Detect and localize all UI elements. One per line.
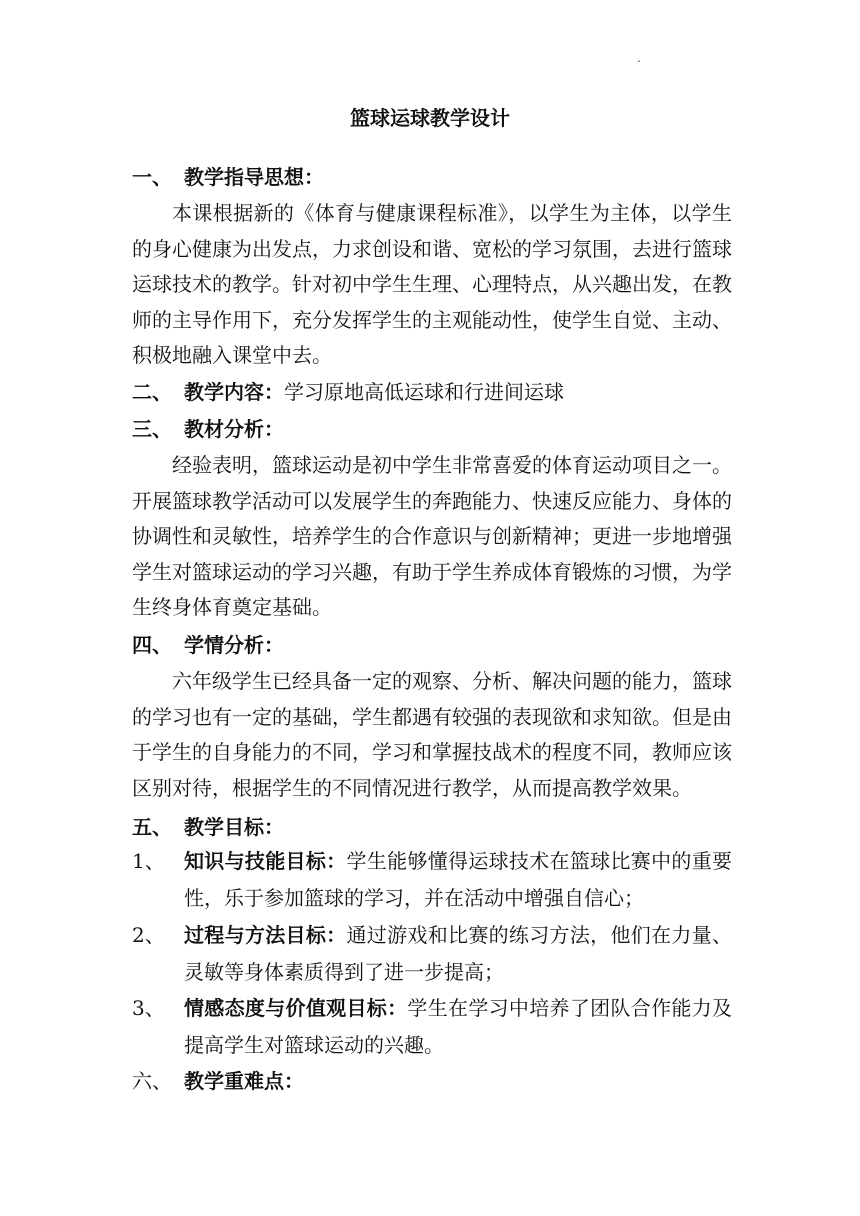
section-heading <box>132 811 732 843</box>
section-heading <box>132 629 732 661</box>
section-number: 四、 <box>132 633 172 657</box>
document-title: 篮球运球教学设计 <box>350 106 510 130</box>
section-number: 三、 <box>132 417 172 441</box>
objective-number: 3、 <box>132 996 165 1020</box>
section-title: 教学重难点： <box>184 1069 304 1093</box>
section-title: 教学指导思想： <box>184 165 324 189</box>
objective-label: 过程与方法目标： <box>184 923 347 947</box>
section-inline-text: 学习原地高低运球和行进间运球 <box>284 380 564 404</box>
section-paragraph: 六年级学生已经具备一定的观察、分析、解决问题的能力，篮球的学习也有一定的基础，学生都遇有较强的表现欲和求知欲。但是由于学生的自身能力的不同，学习和掌握技战术的程度不同，教师应该区别对待，根据学生的不同情况进行教学，从而提高教学效果。 <box>132 669 732 800</box>
section-material-analysis <box>132 413 732 626</box>
objective-item <box>132 917 732 991</box>
section-teaching-objectives <box>132 811 732 843</box>
section-paragraph: 经验表明，篮球运动是初中学生非常喜爱的体育运动项目之一。开展篮球教学活动可以发展学生的奔跑能力、快速反应能力、身体的协调性和灵敏性，培养学生的合作意识与创新精神；更进一步地增强学生对篮球运动的学习兴趣，有助于学生养成体育锻炼的习惯，为学生终身体育奠定基础。 <box>132 453 732 620</box>
objective-text: 通过游戏和比赛的练习方法，他们在力量、灵敏等身体素质得到了进一步提高； <box>184 923 733 984</box>
section-teaching-content <box>132 376 732 408</box>
section-title: 教学目标： <box>184 815 284 839</box>
section-heading <box>132 413 732 445</box>
objective-number: 1、 <box>132 849 165 873</box>
section-number: 二、 <box>132 380 172 404</box>
section-title: 教材分析： <box>184 417 284 441</box>
section-heading <box>132 161 732 193</box>
section-number: 六、 <box>132 1069 172 1093</box>
objective-number: 2、 <box>132 923 165 947</box>
section-key-difficulties <box>132 1065 732 1097</box>
objective-text: 学生在学习中培养了团队合作能力及提高学生对篮球运动的兴趣。 <box>184 996 733 1057</box>
section-student-analysis <box>132 629 732 806</box>
section-guiding-ideology <box>132 161 732 374</box>
objective-text-block <box>184 917 732 991</box>
section-paragraph: 本课根据新的《体育与健康课程标准》，以学生为主体，以学生的身心健康为出发点，力求创设和谐、宽松的学习氛围，去进行篮球运球技术的教学。针对初中学生生理、心理特点，从兴趣出发，在教师的主导作用下，充分发挥学生的主观能动性，使学生自觉、主动、积极地融入课堂中去。 <box>132 201 732 368</box>
objective-item <box>132 843 732 917</box>
objective-item <box>132 990 732 1064</box>
objective-text-block <box>184 843 732 917</box>
section-number: 一、 <box>132 165 172 189</box>
objective-text-block <box>184 990 732 1064</box>
objective-label: 情感态度与价值观目标： <box>184 996 408 1020</box>
section-number: 五、 <box>132 815 172 839</box>
section-heading <box>132 1065 732 1097</box>
corner-mark: . <box>637 51 641 65</box>
section-title: 教学内容： <box>184 380 284 404</box>
objective-label: 知识与技能目标： <box>184 849 347 873</box>
section-heading <box>132 376 732 408</box>
objective-text: 学生能够懂得运球技术在篮球比赛中的重要性，乐于参加篮球的学习，并在活动中增强自信心； <box>184 849 733 910</box>
section-title: 学情分析： <box>184 633 284 657</box>
